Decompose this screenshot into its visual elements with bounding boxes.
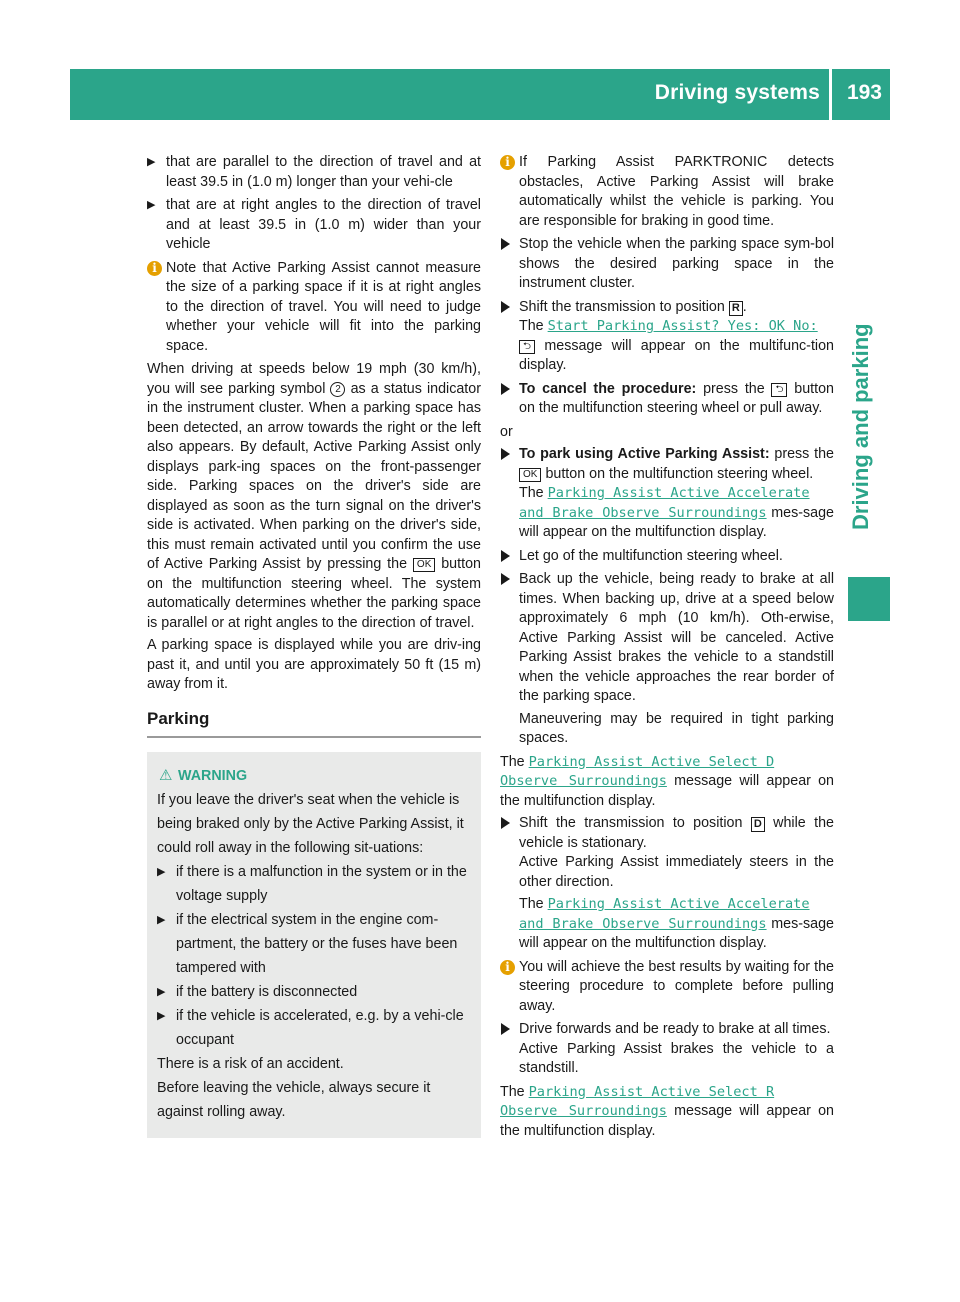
section-heading: Parking [147, 709, 481, 739]
step-arrow-icon [501, 573, 510, 585]
instruction-step: Shift the transmission to position D while the vehicle is stationary. Active Parking Assist immediately steers in the other direction. The Parking Assist Active Accelerate and Brake Observe Surroundings mes-sage will appear on the multifunction display. [500, 814, 834, 954]
instruction-step: Shift the transmission to position R . The Start Parking Assist? Yes: OK No: ⮌ message will appear on the multifunc-tion display. [500, 298, 834, 376]
list-item: ▶ that are parallel to the direction of travel and at least 39.5 in (1.0 m) longer than your vehi-cle [147, 154, 481, 190]
ok-key-icon: OK [413, 558, 435, 572]
instruction-step: To cancel the procedure: press the ⮌ button on the multifunction steering wheel or pull away. [500, 380, 834, 419]
gear-d-icon: D [751, 817, 765, 832]
info-icon: i [147, 261, 162, 276]
list-item: ▶ that are at right angles to the direction of travel and at least 39.5 in (1.0 m) wider than your vehicle [147, 197, 481, 252]
warning-title: ⚠ WARNING [157, 764, 471, 788]
parking-symbol-icon: 2 [330, 382, 345, 397]
chapter-tab-label: Driving and parking [848, 323, 873, 530]
left-column [147, 153, 481, 1138]
step-arrow-icon [501, 550, 510, 562]
bullet-icon: ▶ [157, 866, 166, 878]
display-message: and Brake Observe Surroundings [519, 504, 767, 521]
display-message: and Brake Observe Surroundings [519, 915, 767, 932]
warning-icon: ⚠ [159, 767, 173, 784]
step-arrow-icon [501, 238, 510, 250]
step-arrow-icon [501, 1023, 510, 1035]
warning-box: ⚠ WARNING If you leave the driver's seat when the vehicle is being braked only by the Active Parking Assist, it could roll away in the following sit-uations: ▶ if there is a malfunction in the system or in the voltage supply ▶ if the electrical system in the engine com-partment, the battery or the fuses have been tampered with ▶ if the battery is disconnected ▶ if the vehicle is accelerated, e.g. by a vehi-cle occupant There is a risk of an accident. Before leaving the vehicle, always secure it against rolling away. [147, 752, 481, 1138]
display-message: Start Parking Assist? Yes: OK No: [547, 318, 818, 334]
display-message: Parking Assist Active Select D [528, 753, 775, 770]
paragraph: A parking space is displayed while you are driv-ing past it, and until you are approximately 50 ft (15 m) away from it. [147, 637, 481, 692]
paragraph: The Parking Assist Active Select R Observe Surroundings message will appear on the multifunction display. [500, 1083, 835, 1139]
display-message: Observe Surroundings [500, 773, 667, 789]
paragraph: The Parking Assist Active Select D Observe Surroundings message will appear on the multifunction display. [500, 753, 835, 809]
instruction-step: Back up the vehicle, being ready to brake at all times. When backing up, drive at a speed below approximately 6 mph (10 km/h). Oth-erwise, Active Parking Assist will be canceled. Active Parking Assist brakes the vehicle to a standstill when the vehicle approaches the rear border of the parking space. Maneuvering may be required in tight parking spaces. [500, 570, 834, 749]
back-key-icon: ⮌ [771, 383, 787, 397]
info-note: i Note that Active Parking Assist cannot measure the size of a parking space if it is at right angles to the direction of travel. You will need to judge whether your vehicle will fit into the parking space. [147, 259, 481, 357]
instruction-step: Let go of the multifunction steering wheel. [500, 547, 834, 567]
instruction-step: To park using Active Parking Assist: press the OK button on the multifunction steering wheel. The Parking Assist Active Accelerate and Brake Observe Surroundings mes-sage will appear on the multifunction display. [500, 445, 834, 543]
step-arrow-icon [501, 383, 510, 395]
list-item: ▶ if the vehicle is accelerated, e.g. by a vehi-cle occupant [157, 1004, 471, 1052]
list-item: ▶ if there is a malfunction in the system or in the voltage supply [157, 860, 471, 908]
display-message: Observe Surroundings [500, 1103, 667, 1119]
header-divider [829, 69, 832, 120]
info-icon: i [500, 155, 515, 170]
ok-key-icon: OK [519, 468, 541, 482]
list-item: ▶ if the electrical system in the engine com-partment, the battery or the fuses have been tampered with [157, 908, 471, 980]
bullet-icon: ▶ [157, 914, 166, 926]
instruction-step: Drive forwards and be ready to brake at all times. Active Parking Assist brakes the vehicle to a standstill. [500, 1020, 834, 1079]
gear-r-icon: R [729, 301, 743, 316]
display-message: Parking Assist Active Accelerate [547, 485, 810, 501]
paragraph: When driving at speeds below 19 mph (30 km/h), you will see parking symbol 2 as a status indicator in the instrument cluster. When a parking space has been detected, an arrow towards the right or the left also appears. By default, Active Parking Assist only displays park-ing spaces on the front-passenger side. Parking spaces on the driver's side are displayed as soon as the turn signal on the driver's side is activated. When parking on the driver's side, this must remain activated until you confirm the use of Active Parking Assist by pressing the OK button on the multifunction steering wheel. The system automatically determines whether the parking space is parallel or at right angles to the direction of travel. [147, 361, 481, 631]
list-item: ▶ if the battery is disconnected [157, 980, 471, 1004]
step-arrow-icon [501, 448, 510, 460]
back-key-icon: ⮌ [519, 340, 535, 354]
display-message: Parking Assist Active Accelerate [547, 896, 810, 912]
info-note: i You will achieve the best results by waiting for the steering procedure to complete before pulling away. [500, 958, 834, 1017]
chapter-tab-marker [848, 577, 890, 621]
bullet-icon: ▶ [157, 1010, 166, 1022]
section-title: Driving systems [654, 81, 820, 104]
paragraph: or [500, 423, 513, 440]
page-header [70, 69, 890, 120]
page-number: 193 [846, 81, 882, 104]
instruction-step: Stop the vehicle when the parking space sym-bol shows the desired parking space in the instrument cluster. [500, 235, 834, 294]
info-icon: i [500, 960, 515, 975]
info-note: i If Parking Assist PARKTRONIC detects obstacles, Active Parking Assist will brake automatically whilst the vehicle is parking. You are responsible for braking in good time. [500, 153, 834, 231]
bullet-icon: ▶ [147, 156, 156, 168]
step-arrow-icon [501, 301, 510, 313]
bullet-icon: ▶ [157, 986, 166, 998]
bullet-icon: ▶ [147, 199, 156, 211]
right-column [500, 153, 834, 1144]
display-message: Parking Assist Active Select R [528, 1083, 775, 1100]
step-arrow-icon [501, 817, 510, 829]
